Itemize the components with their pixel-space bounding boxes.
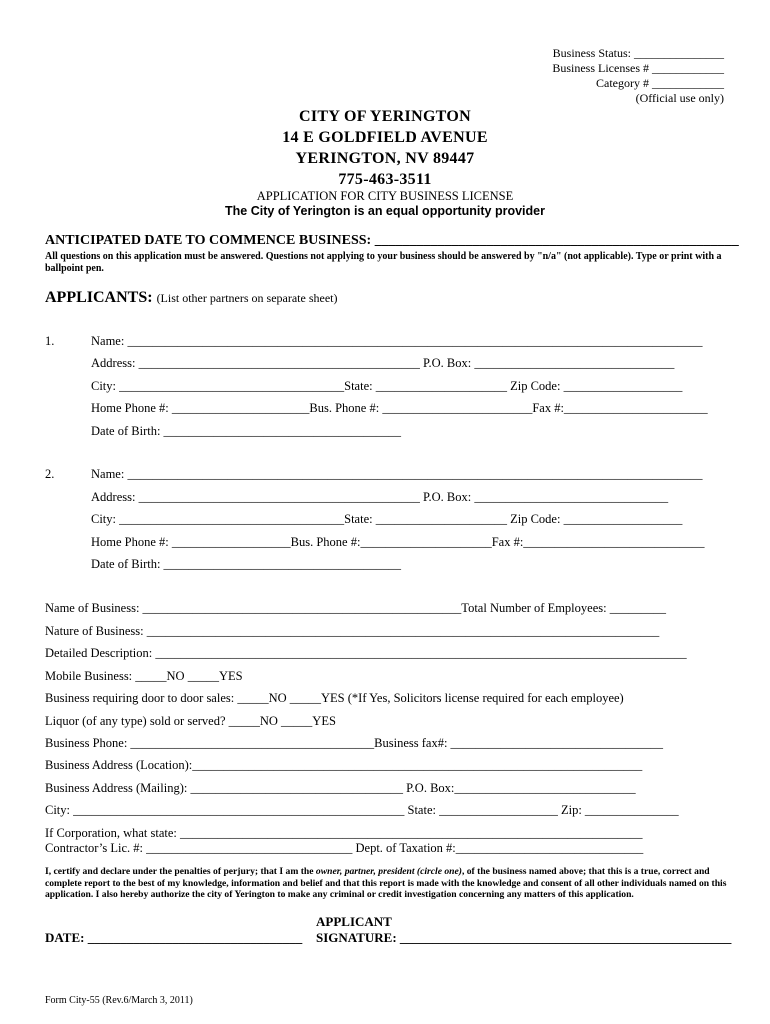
applicant-2-phone-field[interactable]: Home Phone #: ___________________Bus. Phone #:_____________________Fax #:_____________________________ bbox=[91, 535, 705, 549]
business-status-field[interactable]: Business Status: _______________ bbox=[552, 46, 724, 60]
official-use-block bbox=[552, 46, 724, 106]
mobile-business-field[interactable]: Mobile Business: _____NO _____YES bbox=[45, 669, 243, 683]
form-revision: Form City-55 (Rev.6/March 3, 2011) bbox=[45, 995, 193, 1006]
city-name: CITY OF YERINGTON bbox=[299, 108, 471, 125]
door-to-door-field[interactable]: Business requiring door to door sales: _____NO _____YES (*If Yes, Solicitors license required for each employee) bbox=[45, 691, 624, 705]
detailed-description-field[interactable]: Detailed Description: _____________________________________________________________________________________ bbox=[45, 646, 687, 660]
applicant-label: APPLICANT bbox=[316, 914, 392, 929]
anticipated-date-field[interactable]: ANTICIPATED DATE TO COMMENCE BUSINESS: ____________________________________________________ bbox=[45, 233, 739, 248]
corporation-state-field[interactable]: If Corporation, what state: __________________________________________________________________________ bbox=[45, 826, 643, 840]
date-field[interactable]: DATE: _________________________________ bbox=[45, 930, 303, 945]
certification-circle-one: owner, partner, president (circle one) bbox=[315, 866, 462, 877]
applicant-1-name-field[interactable]: Name: ____________________________________________________________________________________________ bbox=[91, 334, 703, 348]
applicant-1-number: 1. bbox=[45, 334, 55, 348]
equal-opportunity-statement: The City of Yerington is an equal opportunity provider bbox=[225, 204, 545, 218]
signature-field[interactable]: SIGNATURE: ___________________________________________________ bbox=[316, 930, 732, 945]
category-field[interactable]: Category # ____________ bbox=[596, 76, 724, 90]
applicant-2-number: 2. bbox=[45, 467, 55, 481]
applicant-1-dob-field[interactable]: Date of Birth: ______________________________________ bbox=[91, 424, 402, 438]
instructions-text: All questions on this application must be answered. Questions not applying to your business should be answered by "n/a" (not applicable). Type or print with a ballpoint pen. bbox=[45, 251, 722, 274]
applicant-1-city-field[interactable]: City: ____________________________________State: _____________________ Zip Code: ___________________ bbox=[91, 379, 683, 393]
certification-after: , of the business named above; that this is a true, correct and complete report to the best of my knowledge, information and belief and that this report is made with the knowledge and consent of all other individuals named on this application. I also hereby authorize the city of Yerington to make any criminal or credit investigation concerning any matters of this application. bbox=[45, 866, 727, 900]
applicant-1-address-field[interactable]: Address: _____________________________________________ P.O. Box: ________________________________ bbox=[91, 356, 675, 370]
official-use-note: (Official use only) bbox=[635, 91, 724, 105]
certification-text bbox=[45, 866, 730, 901]
form-title: APPLICATION FOR CITY BUSINESS LICENSE bbox=[256, 189, 514, 203]
liquor-field[interactable]: Liquor (of any type) sold or served? _____NO _____YES bbox=[45, 714, 336, 728]
applicant-2-city-field[interactable]: City: ____________________________________State: _____________________ Zip Code: ___________________ bbox=[91, 512, 683, 526]
city-street: 14 E GOLDFIELD AVENUE bbox=[282, 129, 488, 146]
contractor-license-field[interactable]: Contractor’s Lic. #: _________________________________ Dept. of Taxation #:______________________________ bbox=[45, 841, 644, 855]
applicant-2-dob-field[interactable]: Date of Birth: ______________________________________ bbox=[91, 557, 402, 571]
business-address-mailing-field[interactable]: Business Address (Mailing): __________________________________ P.O. Box:_____________________________ bbox=[45, 781, 636, 795]
applicants-heading bbox=[45, 289, 338, 307]
applicants-subtitle: (List other partners on separate sheet) bbox=[156, 291, 338, 305]
nature-of-business-field[interactable]: Nature of Business: __________________________________________________________________________________ bbox=[45, 624, 660, 638]
city-state-zip: YERINGTON, NV 89447 bbox=[295, 150, 475, 167]
business-city-field[interactable]: City: _____________________________________________________ State: ___________________ Zip: _______________ bbox=[45, 803, 679, 817]
applicant-2-name-field[interactable]: Name: ____________________________________________________________________________________________ bbox=[91, 467, 703, 481]
city-phone: 775-463-3511 bbox=[338, 171, 432, 188]
applicant-2-address-field[interactable]: Address: _____________________________________________ P.O. Box: _______________________________ bbox=[91, 490, 669, 504]
applicants-title: APPLICANTS: bbox=[45, 289, 153, 306]
business-licenses-field[interactable]: Business Licenses # ____________ bbox=[552, 61, 724, 75]
business-address-location-field[interactable]: Business Address (Location):________________________________________________________________________ bbox=[45, 758, 643, 772]
applicant-1-phone-field[interactable]: Home Phone #: ______________________Bus. Phone #: ________________________Fax #:_______________________ bbox=[91, 401, 708, 415]
certification-before: I, certify and declare under the penalties of perjury; that I am the bbox=[45, 866, 316, 877]
business-phone-field[interactable]: Business Phone: _______________________________________Business fax#: __________________________________ bbox=[45, 736, 664, 750]
business-name-field[interactable]: Name of Business: ___________________________________________________Total Number of Employees: _________ bbox=[45, 601, 666, 615]
